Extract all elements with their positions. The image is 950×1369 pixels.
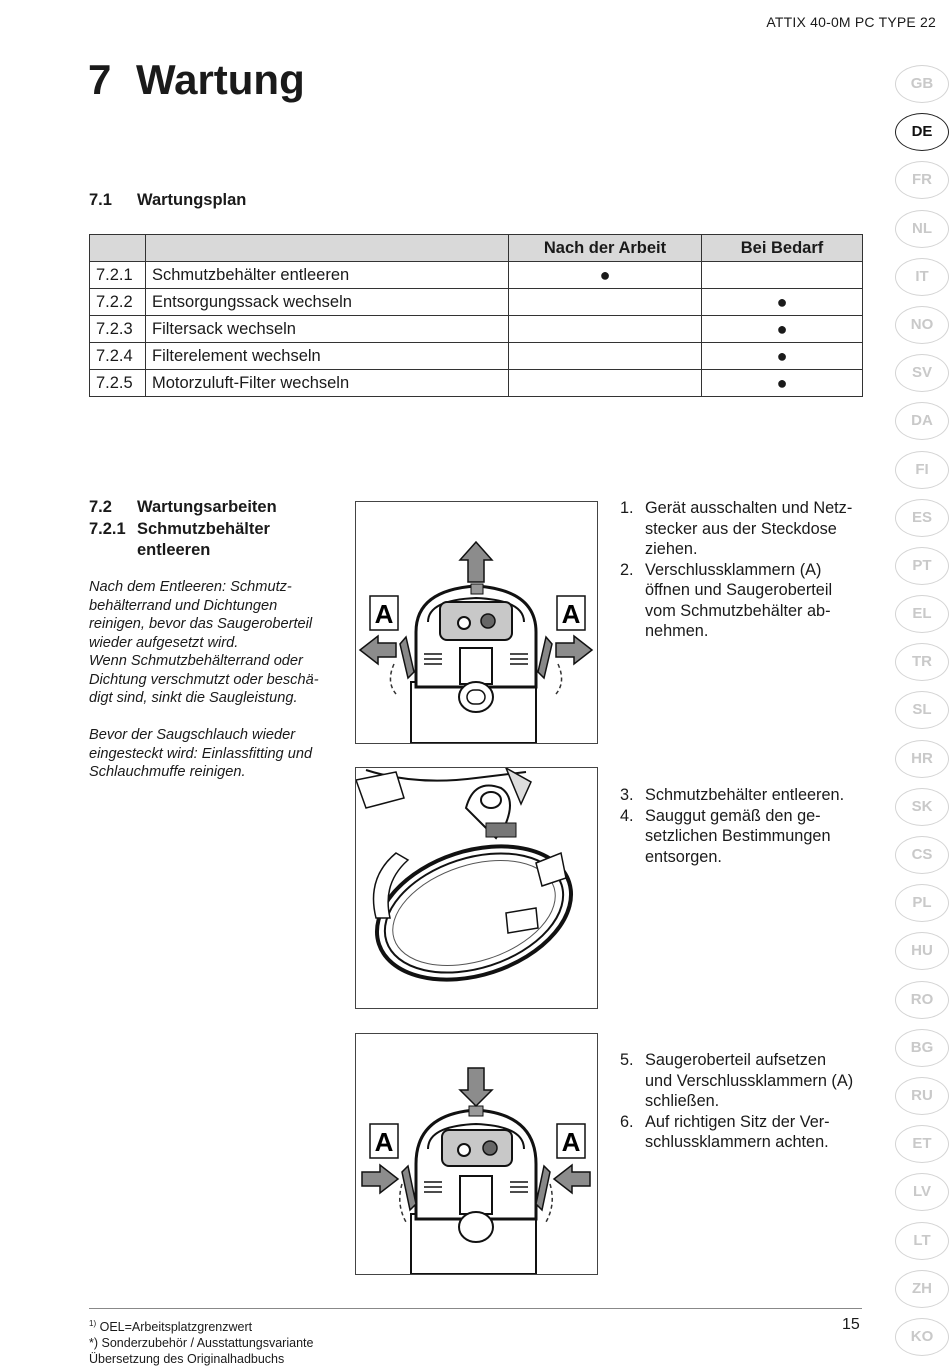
language-tab-ro[interactable]: RO bbox=[895, 981, 949, 1019]
header-cell-task bbox=[146, 235, 509, 262]
section-number: 7.2 bbox=[89, 498, 112, 516]
language-tab-gb[interactable]: GB bbox=[895, 65, 949, 103]
subsection-title-line: entleeren bbox=[137, 540, 211, 559]
row-task: Entsorgungssack wechseln bbox=[146, 289, 509, 316]
note-line: Wenn Schmutzbehälterrand oder bbox=[89, 653, 303, 669]
subsection-number: 7.2.1 bbox=[89, 520, 126, 538]
table-header-row bbox=[90, 235, 863, 262]
table-row bbox=[90, 262, 863, 289]
section-number: 7.1 bbox=[89, 191, 112, 209]
step-number: 6. bbox=[620, 1112, 634, 1131]
row-after-work-mark bbox=[509, 370, 702, 397]
clamp-label-right: A bbox=[561, 1127, 581, 1157]
note-line: behälterrand und Dichtungen bbox=[89, 597, 278, 614]
step-line: Auf richtigen Sitz der Ver- bbox=[645, 1112, 830, 1131]
language-tab-de[interactable]: DE bbox=[895, 113, 949, 151]
row-after-work-mark: ● bbox=[509, 262, 702, 289]
section-title: Wartungsarbeiten bbox=[137, 498, 277, 516]
section-heading-work bbox=[89, 498, 277, 517]
language-tab-cs[interactable]: CS bbox=[895, 836, 949, 874]
note-line: Bevor der Saugschlauch wieder bbox=[89, 727, 296, 743]
footer-divider bbox=[89, 1308, 862, 1309]
note-line: reinigen, bevor das Saugeroberteil bbox=[89, 616, 313, 632]
row-id: 7.2.2 bbox=[90, 289, 146, 316]
step-number: 1. bbox=[620, 499, 634, 517]
step-number: 5. bbox=[620, 1051, 634, 1069]
step-line: schlussklammern achten. bbox=[645, 1133, 829, 1151]
language-tab-fi[interactable]: FI bbox=[895, 451, 949, 489]
step-line: vom Schmutzbehälter ab- bbox=[645, 601, 831, 620]
clamp-label-left: A bbox=[374, 599, 394, 629]
header-cell-after-work: Nach der Arbeit bbox=[509, 235, 702, 262]
page-number: 15 bbox=[842, 1316, 860, 1333]
subsection-title-line: Schmutzbehälter bbox=[137, 520, 270, 538]
language-tab-sk[interactable]: SK bbox=[895, 788, 949, 826]
language-tab-no[interactable]: NO bbox=[895, 306, 949, 344]
row-as-needed-mark: ● bbox=[702, 289, 863, 316]
language-tab-zh[interactable]: ZH bbox=[895, 1270, 949, 1308]
vacuum-head-lift-illustration bbox=[356, 502, 597, 743]
step-line: Gerät ausschalten und Netz- bbox=[645, 499, 853, 517]
step-line: Saugeroberteil aufsetzen bbox=[645, 1051, 827, 1069]
step-item bbox=[620, 806, 870, 868]
step-item bbox=[620, 785, 870, 806]
row-id: 7.2.5 bbox=[90, 370, 146, 397]
row-as-needed-mark bbox=[702, 262, 863, 289]
step-number: 2. bbox=[620, 560, 634, 579]
language-tab-ru[interactable]: RU bbox=[895, 1077, 949, 1115]
note-line: Nach dem Entleeren: Schmutz- bbox=[89, 579, 292, 595]
row-as-needed-mark: ● bbox=[702, 343, 863, 370]
language-tab-nl[interactable]: NL bbox=[895, 210, 949, 248]
language-tab-et[interactable]: ET bbox=[895, 1125, 949, 1163]
language-tabs bbox=[895, 65, 949, 1366]
step-line: ziehen. bbox=[645, 540, 698, 558]
header-cell-id bbox=[90, 235, 146, 262]
language-tab-it[interactable]: IT bbox=[895, 258, 949, 296]
language-tab-da[interactable]: DA bbox=[895, 402, 949, 440]
footnote-text: OEL=Arbeitsplatzgrenzwert bbox=[99, 1320, 253, 1335]
footnote-line: *) Sonderzubehör / Ausstattungsvariante bbox=[89, 1336, 314, 1351]
row-as-needed-mark: ● bbox=[702, 370, 863, 397]
clamp-label-left: A bbox=[374, 1127, 394, 1157]
figure-close-clamps bbox=[355, 1033, 598, 1275]
language-tab-hu[interactable]: HU bbox=[895, 932, 949, 970]
chapter-number: 7 bbox=[88, 56, 112, 103]
table-row bbox=[90, 343, 863, 370]
container-rim-illustration bbox=[356, 768, 597, 1008]
subsection-heading bbox=[89, 519, 270, 560]
language-tab-sl[interactable]: SL bbox=[895, 691, 949, 729]
row-as-needed-mark: ● bbox=[702, 316, 863, 343]
steps-group-3 bbox=[620, 1050, 870, 1153]
row-id: 7.2.1 bbox=[90, 262, 146, 289]
step-item bbox=[620, 1050, 870, 1112]
row-task: Filterelement wechseln bbox=[146, 343, 509, 370]
chapter-heading bbox=[88, 56, 305, 104]
row-task: Filtersack wechseln bbox=[146, 316, 509, 343]
vacuum-head-place-illustration bbox=[356, 1034, 597, 1274]
section-heading-plan bbox=[89, 191, 246, 210]
step-line: Sauggut gemäß den ge- bbox=[645, 806, 821, 825]
document-model-header: ATTIX 40-0M PC TYPE 22 bbox=[766, 14, 936, 30]
note-line: wieder aufgesetzt wird. bbox=[89, 634, 239, 651]
footnote-line: Übersetzung des Originalhadbuchs bbox=[89, 1352, 285, 1367]
step-line: und Verschlussklammern (A) bbox=[645, 1071, 854, 1090]
note-line: Dichtung verschmutzt oder beschä- bbox=[89, 671, 319, 688]
step-number: 4. bbox=[620, 806, 634, 825]
row-task: Motorzuluft-Filter wechseln bbox=[146, 370, 509, 397]
row-id: 7.2.3 bbox=[90, 316, 146, 343]
step-line: nehmen. bbox=[645, 622, 709, 640]
footnote-mark: 1) bbox=[89, 1319, 97, 1328]
step-item bbox=[620, 560, 870, 642]
language-tab-el[interactable]: EL bbox=[895, 595, 949, 633]
note-line: eingesteckt wird: Einlassfitting und bbox=[89, 745, 313, 762]
table-row bbox=[90, 370, 863, 397]
step-item bbox=[620, 1112, 870, 1153]
subsection-title bbox=[137, 519, 270, 560]
figure-container-rim bbox=[355, 767, 598, 1009]
figure-open-clamps bbox=[355, 501, 598, 744]
table-row bbox=[90, 316, 863, 343]
language-tab-lv[interactable]: LV bbox=[895, 1173, 949, 1211]
language-tab-tr[interactable]: TR bbox=[895, 643, 949, 681]
step-number: 3. bbox=[620, 786, 634, 804]
footer-notes bbox=[89, 1316, 313, 1367]
table-row bbox=[90, 289, 863, 316]
step-line: setzlichen Bestimmungen bbox=[645, 827, 831, 845]
steps-group-2 bbox=[620, 785, 870, 867]
step-line: öffnen und Saugeroberteil bbox=[645, 581, 833, 599]
section-title: Wartungsplan bbox=[137, 191, 247, 209]
maintenance-plan-table bbox=[89, 234, 863, 397]
step-line: entsorgen. bbox=[645, 847, 722, 866]
row-after-work-mark bbox=[509, 289, 702, 316]
note-hose bbox=[89, 726, 339, 782]
clamp-label-right: A bbox=[561, 599, 581, 629]
language-tab-bg[interactable]: BG bbox=[895, 1029, 949, 1067]
step-line: stecker aus der Steckdose bbox=[645, 519, 837, 538]
language-tab-fr[interactable]: FR bbox=[895, 161, 949, 199]
language-tab-ko[interactable]: KO bbox=[895, 1318, 949, 1356]
header-cell-as-needed: Bei Bedarf bbox=[702, 235, 863, 262]
language-tab-es[interactable]: ES bbox=[895, 499, 949, 537]
footnote-line bbox=[89, 1316, 313, 1335]
language-tab-lt[interactable]: LT bbox=[895, 1222, 949, 1260]
row-after-work-mark bbox=[509, 316, 702, 343]
row-after-work-mark bbox=[509, 343, 702, 370]
language-tab-pt[interactable]: PT bbox=[895, 547, 949, 585]
step-line: Verschlussklammern (A) bbox=[645, 560, 822, 579]
step-line: schließen. bbox=[645, 1092, 720, 1110]
step-line: Schmutzbehälter entleeren. bbox=[645, 786, 845, 804]
row-task: Schmutzbehälter entleeren bbox=[146, 262, 509, 289]
step-item bbox=[620, 498, 870, 560]
row-id: 7.2.4 bbox=[90, 343, 146, 370]
language-tab-pl[interactable]: PL bbox=[895, 884, 949, 922]
note-cleaning bbox=[89, 578, 339, 708]
language-tab-hr[interactable]: HR bbox=[895, 740, 949, 778]
chapter-title: Wartung bbox=[136, 56, 305, 103]
note-line: Schlauchmuffe reinigen. bbox=[89, 764, 246, 780]
note-line: digt sind, sinkt die Saugleistung. bbox=[89, 690, 298, 706]
language-tab-sv[interactable]: SV bbox=[895, 354, 949, 392]
steps-group-1 bbox=[620, 498, 870, 642]
